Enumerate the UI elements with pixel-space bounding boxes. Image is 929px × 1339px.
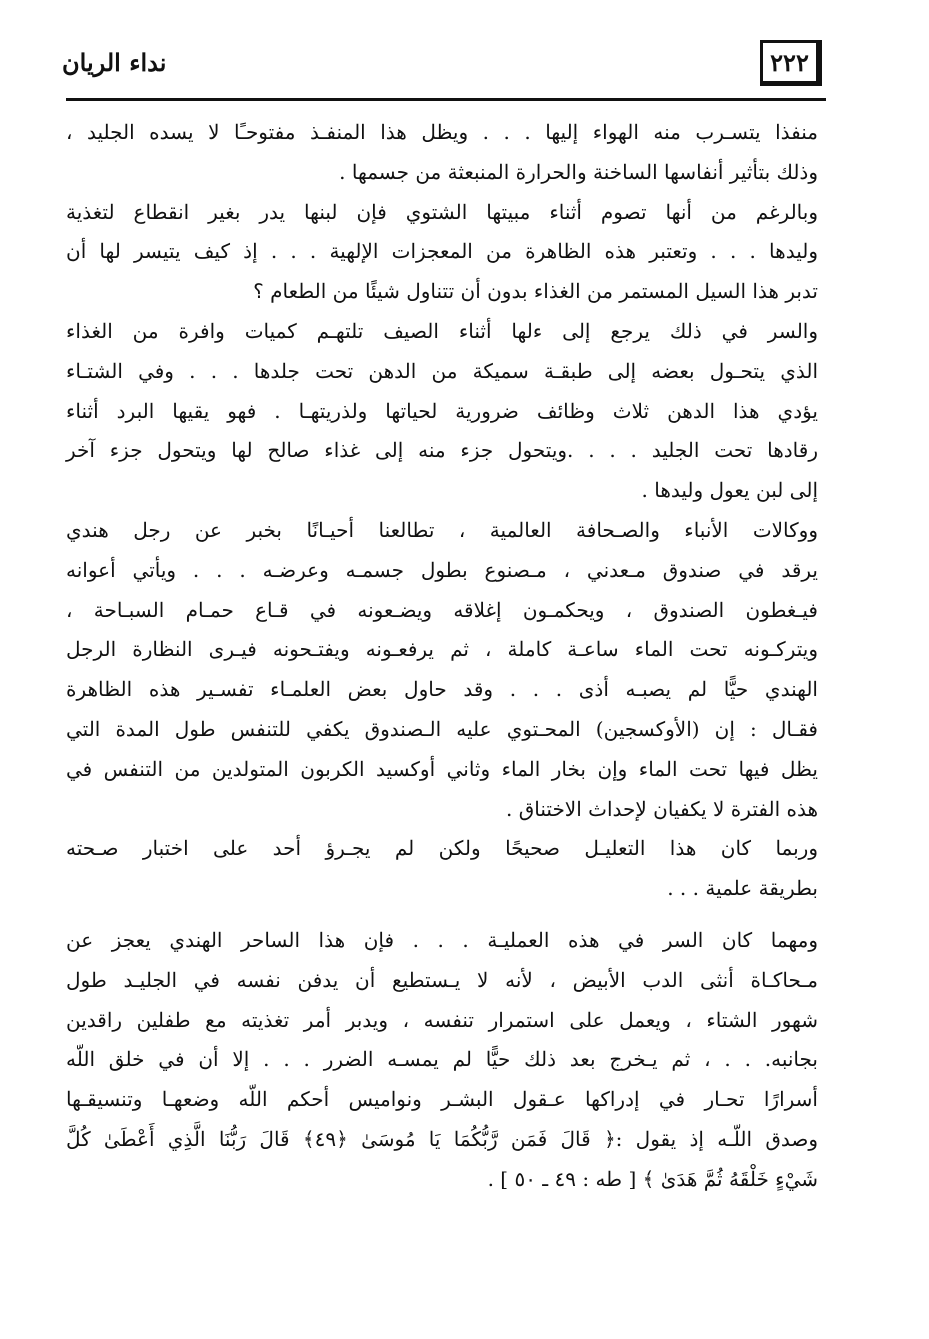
- text-line: وليدها . . . وتعتبر هذه الظاهرة من المعجزات الإلهية . . . إذ كيف يتيسر لها أن: [66, 239, 818, 264]
- text-line: فقـال : إن (الأوكسجين) المحـتوي عليه الـصندوق يكفي للتنفس طول المدة التي: [66, 716, 818, 741]
- paragraph: [66, 113, 818, 193]
- text-line: هذه الفترة لا يكفيان لإحداث الاختناق .: [506, 796, 818, 821]
- paragraph: [66, 829, 818, 909]
- text-line: وربما كان هذا التعليـل صحيحًا ولكن لم يجـرؤ أحد على اختبار صـحته: [66, 836, 818, 861]
- text-line: مـحاكـاة أنثى الدب الأبيض ، لأنه لا يـستطيع أن يدفن نفسه في الجليـد طول: [66, 967, 818, 992]
- text-line: إلى لبن يعول وليدها .: [641, 478, 818, 503]
- quran-verse-line: وصدق اللّـه إذ يقول :﴿ قَالَ فَمَن رَّبُّكُمَا يَا مُوسَىٰ ﴿٤٩﴾ قَالَ رَبُّنَا الَّذِي أَعْطَىٰ كُلَّ: [66, 1126, 818, 1151]
- text-line: تدبر هذا السيل المستمر من الغذاء بدون أن تتناول شيئًا من الطعام ؟: [253, 279, 818, 304]
- header-rule: [66, 98, 826, 101]
- text-line: الذي يتحـول بعضه إلى طبقـة سميكة من الدهن تحت جلدها . . . وفي الشتـاء: [66, 358, 819, 383]
- text-line: يؤدي هذا الدهن ثلاث وظائف ضرورية لحياتها ولذريتهـا . فهو يقيها البرد أثناء: [66, 398, 818, 423]
- text-line: بجانبه. . . ، ثم يـخرج بعد ذلك حيًّا لم يمسـه الضرر . . . إلا أن في خلق اللّه: [66, 1047, 818, 1072]
- text-line: شهور الشتاء ، ويعمل على استمرار تنفسه ، ويدبر أمر تغذيته مع طفلين راقدين: [66, 1007, 818, 1032]
- running-title: نداء الريان: [62, 48, 167, 77]
- text-line: منفذا يتسـرب منه الهواء إليها . . . ويظل هذا المنفـذ مفتوحـًا لا يسده الجليد ،: [66, 120, 818, 144]
- text-line: فيـغطون الصندوق ، ويحكمـون إغلاقه ويضـعونه في قـاع حمـام السبـاحة ،: [66, 597, 818, 622]
- paragraph: [66, 511, 818, 829]
- paragraph: [66, 312, 818, 511]
- text-line: الهندي حيًّا لم يصبـه أذى . . . وقد حاول بعض العلمـاء تفسـير هذه الظاهرة: [66, 677, 818, 702]
- text-line: والسر في ذلك يرجع إلى ءلها أثناء الصيف تلتهـم كميات وافرة من الغذاء: [66, 318, 818, 343]
- text-line: رقادها تحت الجليد . . . .ويتحول جزء منه إلى غذاء صالح لها ويتحول جزء آخر: [66, 438, 818, 463]
- text-line: وذلك بتأثير أنفاسها الساخنة والحرارة المنبعثة من جسمها .: [339, 159, 818, 184]
- text-line: أسرارًا تحـار في إدراكها عـقول البشـر ونواميس أحكم اللّه وضعهـا وتنسيقـها: [66, 1087, 818, 1112]
- text-line: يظل فيها تحت الماء وإن بخار الماء وثاني أوكسيد الكربون المتولدين من التنفس في: [66, 756, 818, 781]
- text-line: وبالرغم من أنها تصوم أثناء مبيتها الشتوي فإن لبنها يدر بغير انقطاع لتغذية: [66, 199, 818, 224]
- text-line: يرقد في صندوق مـعدني ، مـصنوع بطول جسمـه وعرضـه . . . ويأتي أعوانه: [66, 557, 818, 582]
- paragraph: [66, 193, 818, 312]
- text-line: ويتركـونه تحت الماء ساعـة كاملة ، ثم يرفعـونه ويفتـحونه فيـرى النظارة الرجل: [66, 637, 818, 662]
- page-header: [62, 38, 822, 98]
- quran-verse-line: شَيْءٍ خَلْقَهُ ثُمَّ هَدَىٰ ﴾ [ طه : ٤٩ ـ ٥٠ ] .: [487, 1166, 818, 1191]
- paragraph-gap: [66, 909, 818, 921]
- paragraph: [66, 921, 818, 1200]
- text-line: بطريقة علمية . . .: [667, 876, 818, 901]
- text-line: ووكالات الأنباء والصـحافة العالمية ، تطالعنا أحيـانًا بخبر عن رجل هندي: [66, 517, 818, 542]
- page-number: ٢٢٢: [760, 40, 822, 86]
- text-line: ومهما كان السر في هذه العمليـة . . . فإن هذا الساحر الهندي يعجز عن: [66, 927, 818, 952]
- body-text: [66, 113, 818, 1200]
